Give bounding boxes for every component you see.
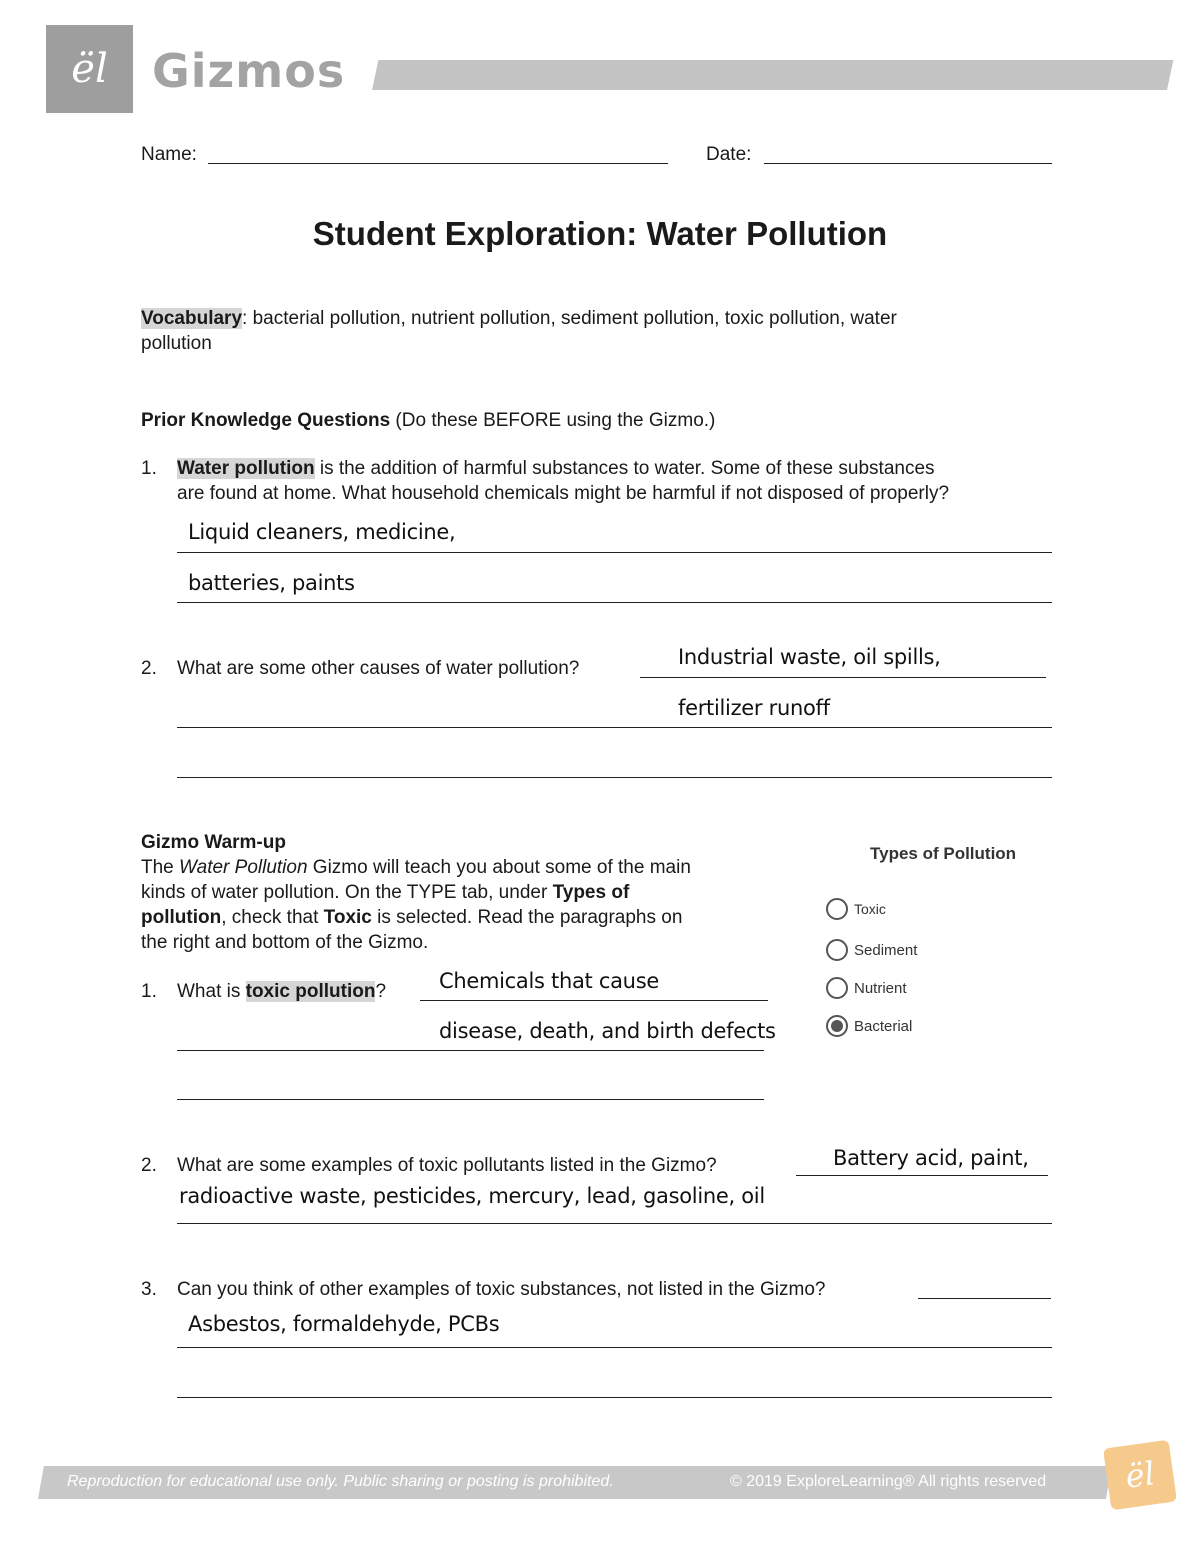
prior-q2-answer-1[interactable]: Industrial waste, oil spills, [678,645,941,669]
date-label: Date: [706,144,752,165]
radio-icon [826,939,848,961]
answer-line [918,1298,1051,1299]
warmup-q3-answer-1[interactable]: Asbestos, formaldehyde, PCBs [188,1312,500,1336]
name-label: Name: [141,144,197,165]
prior-q2-answer-2[interactable]: fertilizer runoff [678,696,830,720]
explorelearning-logo [1103,1440,1177,1511]
answer-line [177,777,1052,778]
radio-icon [826,977,848,999]
vocabulary: Vocabulary: bacterial pollution, nutrient pollution, sediment pollution, toxic pollution, water pollution [141,306,1061,356]
answer-line [177,602,1052,603]
footer-logo-glyph: ël [1122,1454,1158,1496]
warmup-q3-text: Can you think of other examples of toxic substances, not listed in the Gizmo? [177,1279,826,1300]
warmup-q3-number: 3. [141,1279,157,1300]
radio-option-sediment[interactable]: Sediment [826,939,917,961]
warmup-q2-number: 2. [141,1155,157,1176]
answer-line [420,1000,768,1001]
vocabulary-label: Vocabulary [141,308,243,329]
warmup-q2-answer-2[interactable]: radioactive waste, pesticides, mercury, lead, gasoline, oil [179,1184,765,1208]
answer-line [177,552,1052,553]
name-field[interactable] [208,163,668,164]
answer-line [177,1397,1052,1398]
radio-option-toxic[interactable]: Toxic [826,898,886,920]
header-bar [372,60,1173,90]
radio-icon [826,898,848,920]
types-panel-title: Types of Pollution [870,844,1017,863]
vocabulary-terms-cont: pollution [141,333,212,354]
prior-q1-number: 1. [141,458,157,479]
warmup-q1-number: 1. [141,981,157,1002]
prior-knowledge-heading: Prior Knowledge Questions (Do these BEFORE using the Gizmo.) [141,410,716,431]
gizmos-logo [46,25,133,113]
logo-glyph: ël [71,46,108,92]
answer-line [177,1223,1052,1224]
answer-line [177,727,1052,728]
prior-q1-answer-2[interactable]: batteries, paints [188,571,355,595]
warmup-q2-text: What are some examples of toxic pollutants listed in the Gizmo? [177,1155,717,1176]
warmup-heading: Gizmo Warm-up [141,832,286,853]
answer-line [177,1099,764,1100]
answer-line [177,1050,764,1051]
prior-q2-text: What are some other causes of water pollution? [177,658,580,679]
footer-copyright: © 2019 ExploreLearning® All rights reserved [730,1473,1047,1490]
date-field[interactable] [764,163,1052,164]
answer-line [640,677,1046,678]
warmup-intro: Gizmo Warm-up The Water Pollution Gizmo will teach you about some of the main kinds of water pollution. On the TYPE tab, under Types of pollution, check that Toxic is selected. Read the paragraphs on the right and bottom of the Gizmo. [141,830,781,955]
page-title: Student Exploration: Water Pollution [312,215,888,252]
warmup-q2-answer-1[interactable]: Battery acid, paint, [833,1146,1029,1170]
warmup-q1-answer-1[interactable]: Chemicals that cause [439,969,659,993]
footer-disclaimer: Reproduction for educational use only. Public sharing or posting is prohibited. [67,1473,614,1490]
answer-line [177,1347,1052,1348]
prior-q1-answer-1[interactable]: Liquid cleaners, medicine, [188,520,456,544]
radio-option-bacterial[interactable]: Bacterial [826,1015,912,1037]
brand-name: Gizmos [152,44,346,98]
prior-q1-text: Water pollution is the addition of harmful substances to water. Some of these substances are found at home. What household chemicals might be harmful if not disposed of properly? [177,458,950,504]
warmup-q1-answer-2[interactable]: disease, death, and birth defects [439,1019,776,1043]
answer-line [796,1175,1048,1176]
vocabulary-terms: bacterial pollution, nutrient pollution, sediment pollution, toxic pollution, water [247,308,897,329]
radio-selected-icon [826,1015,848,1037]
warmup-q1-text: What is toxic pollution? [177,981,387,1002]
prior-q2-number: 2. [141,658,157,679]
radio-option-nutrient[interactable]: Nutrient [826,977,907,999]
